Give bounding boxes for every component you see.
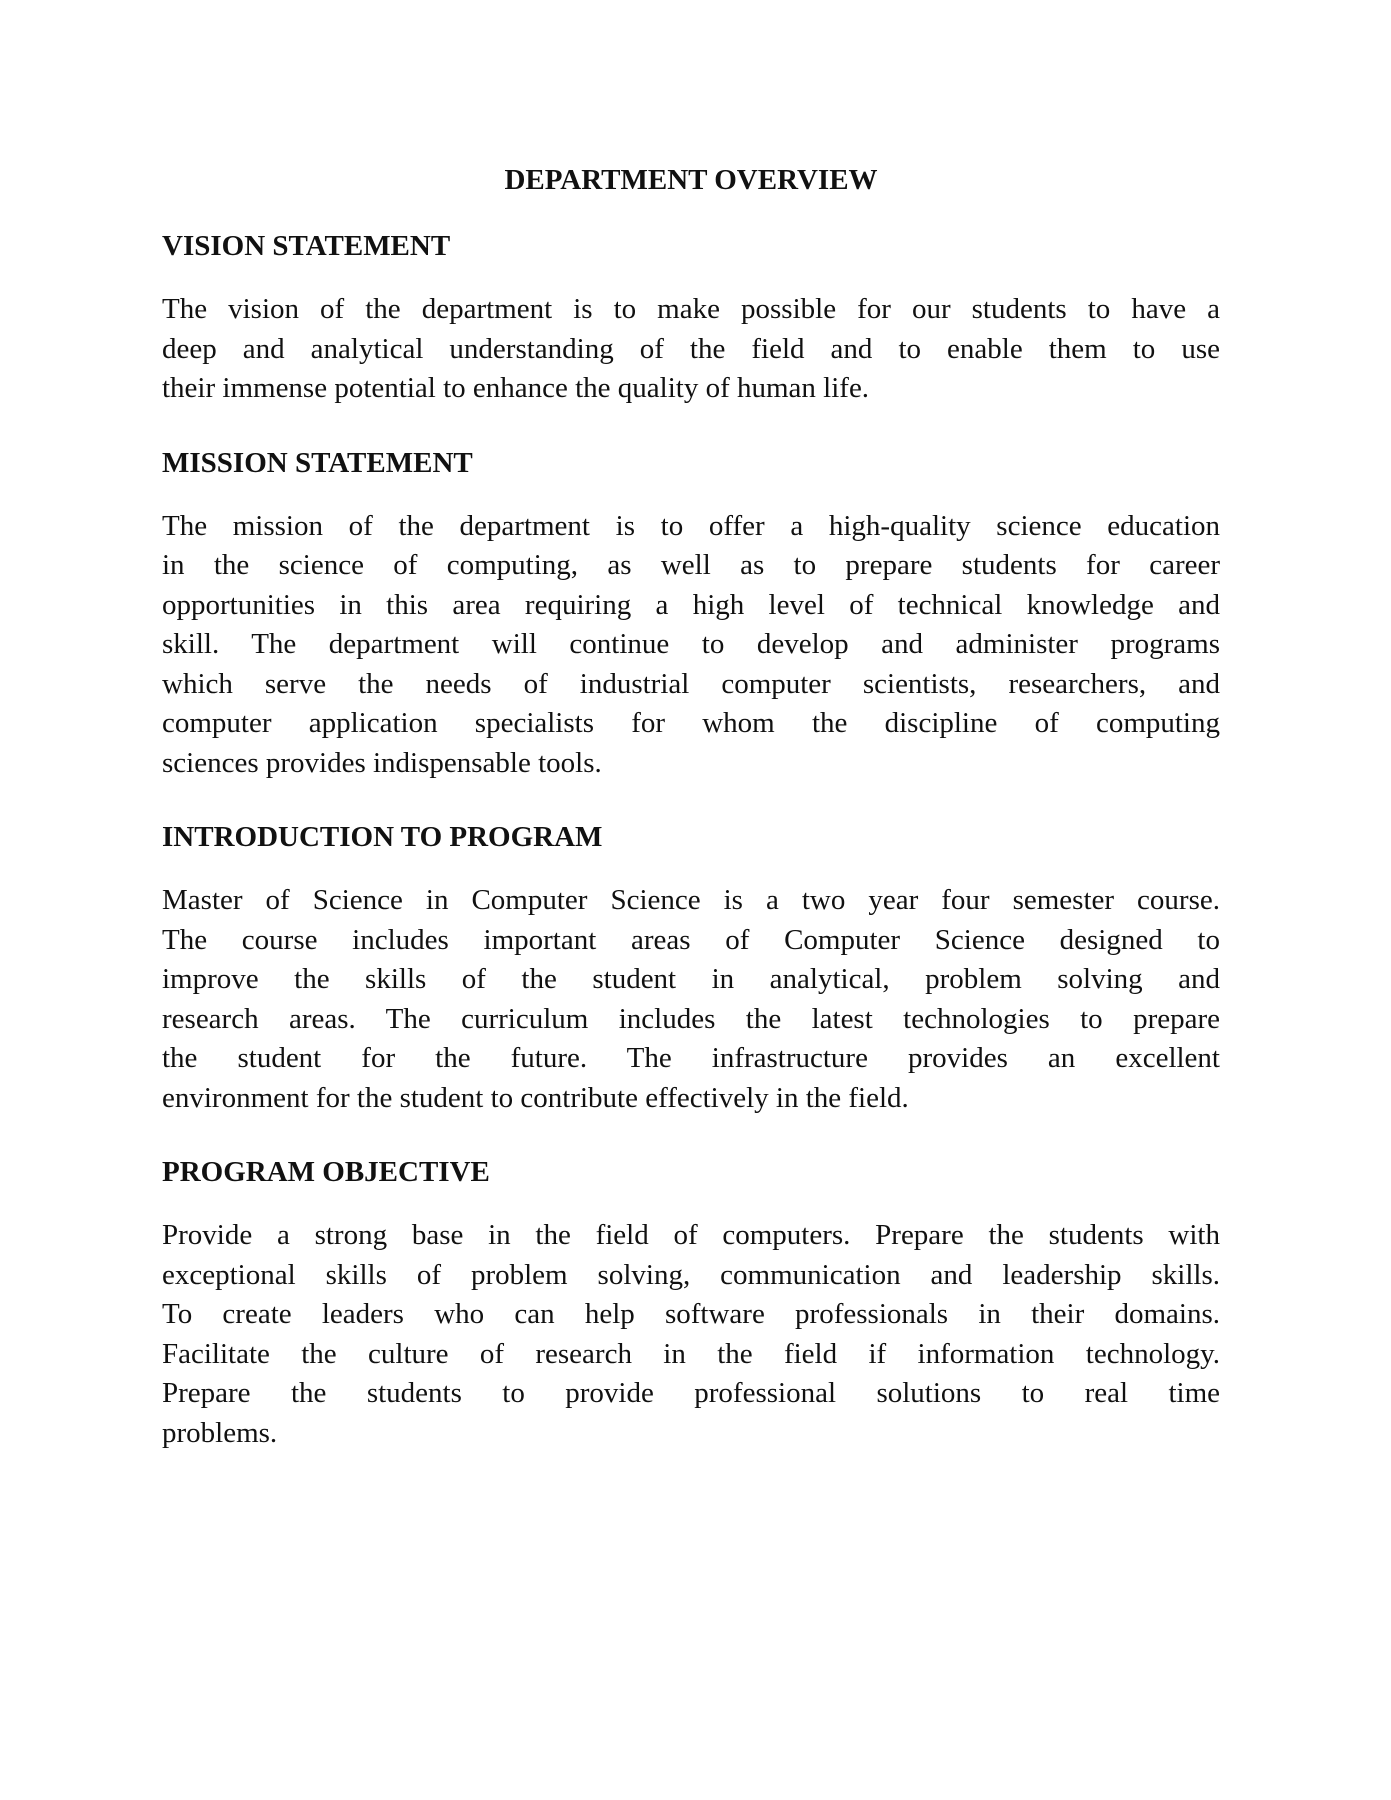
document-page	[162, 160, 1220, 1487]
vision-line: deep and analytical understanding of the field and to enable them to use	[162, 332, 1220, 365]
mission-line: opportunities in this area requiring a high level of technical knowledge and	[162, 588, 1220, 621]
introduction-section	[162, 817, 1220, 1118]
objective-section	[162, 1152, 1220, 1453]
introduction-heading: INTRODUCTION TO PROGRAM	[162, 821, 603, 853]
vision-section	[162, 226, 1220, 409]
introduction-line: research areas. The curriculum includes the latest technologies to prepare	[162, 1002, 1220, 1035]
objective-line: Prepare the students to provide professional solutions to real time	[162, 1377, 1220, 1409]
introduction-line: The course includes important areas of Computer Science designed to	[162, 923, 1220, 956]
vision-line: their immense potential to enhance the quality of human life.	[162, 372, 870, 404]
mission-section	[162, 443, 1220, 784]
introduction-line: environment for the student to contribute effectively in the field.	[162, 1081, 909, 1114]
mission-paragraph	[162, 507, 1220, 784]
mission-line: sciences provides indispensable tools.	[162, 746, 602, 779]
introduction-line: improve the skills of the student in analytical, problem solving and	[162, 963, 1220, 995]
mission-line: skill. The department will continue to develop and administer programs	[162, 628, 1220, 660]
objective-line: problems.	[162, 1416, 278, 1449]
mission-line: computer application specialists for whom the discipline of computing	[162, 707, 1220, 739]
objective-heading: PROGRAM OBJECTIVE	[162, 1156, 490, 1188]
mission-heading: MISSION STATEMENT	[162, 446, 473, 479]
mission-line: which serve the needs of industrial computer scientists, researchers, and	[162, 667, 1220, 700]
vision-line: The vision of the department is to make possible for our students to have a	[162, 293, 1220, 325]
vision-paragraph	[162, 290, 1220, 409]
objective-line: Provide a strong base in the field of computers. Prepare the students with	[162, 1219, 1220, 1251]
objective-line: exceptional skills of problem solving, communication and leadership skills.	[162, 1258, 1220, 1291]
vision-heading: VISION STATEMENT	[162, 230, 451, 262]
introduction-line: the student for the future. The infrastructure provides an excellent	[162, 1042, 1220, 1074]
introduction-paragraph	[162, 881, 1220, 1118]
objective-line: Facilitate the culture of research in the field if information technology.	[162, 1337, 1220, 1370]
objective-paragraph	[162, 1216, 1220, 1453]
introduction-line: Master of Science in Computer Science is a two year four semester course.	[162, 884, 1220, 916]
mission-line: The mission of the department is to offer a high-quality science education	[162, 509, 1220, 542]
document-title: DEPARTMENT OVERVIEW	[504, 164, 878, 196]
objective-line: To create leaders who can help software professionals in their domains.	[162, 1298, 1220, 1330]
mission-line: in the science of computing, as well as to prepare students for career	[162, 549, 1220, 581]
